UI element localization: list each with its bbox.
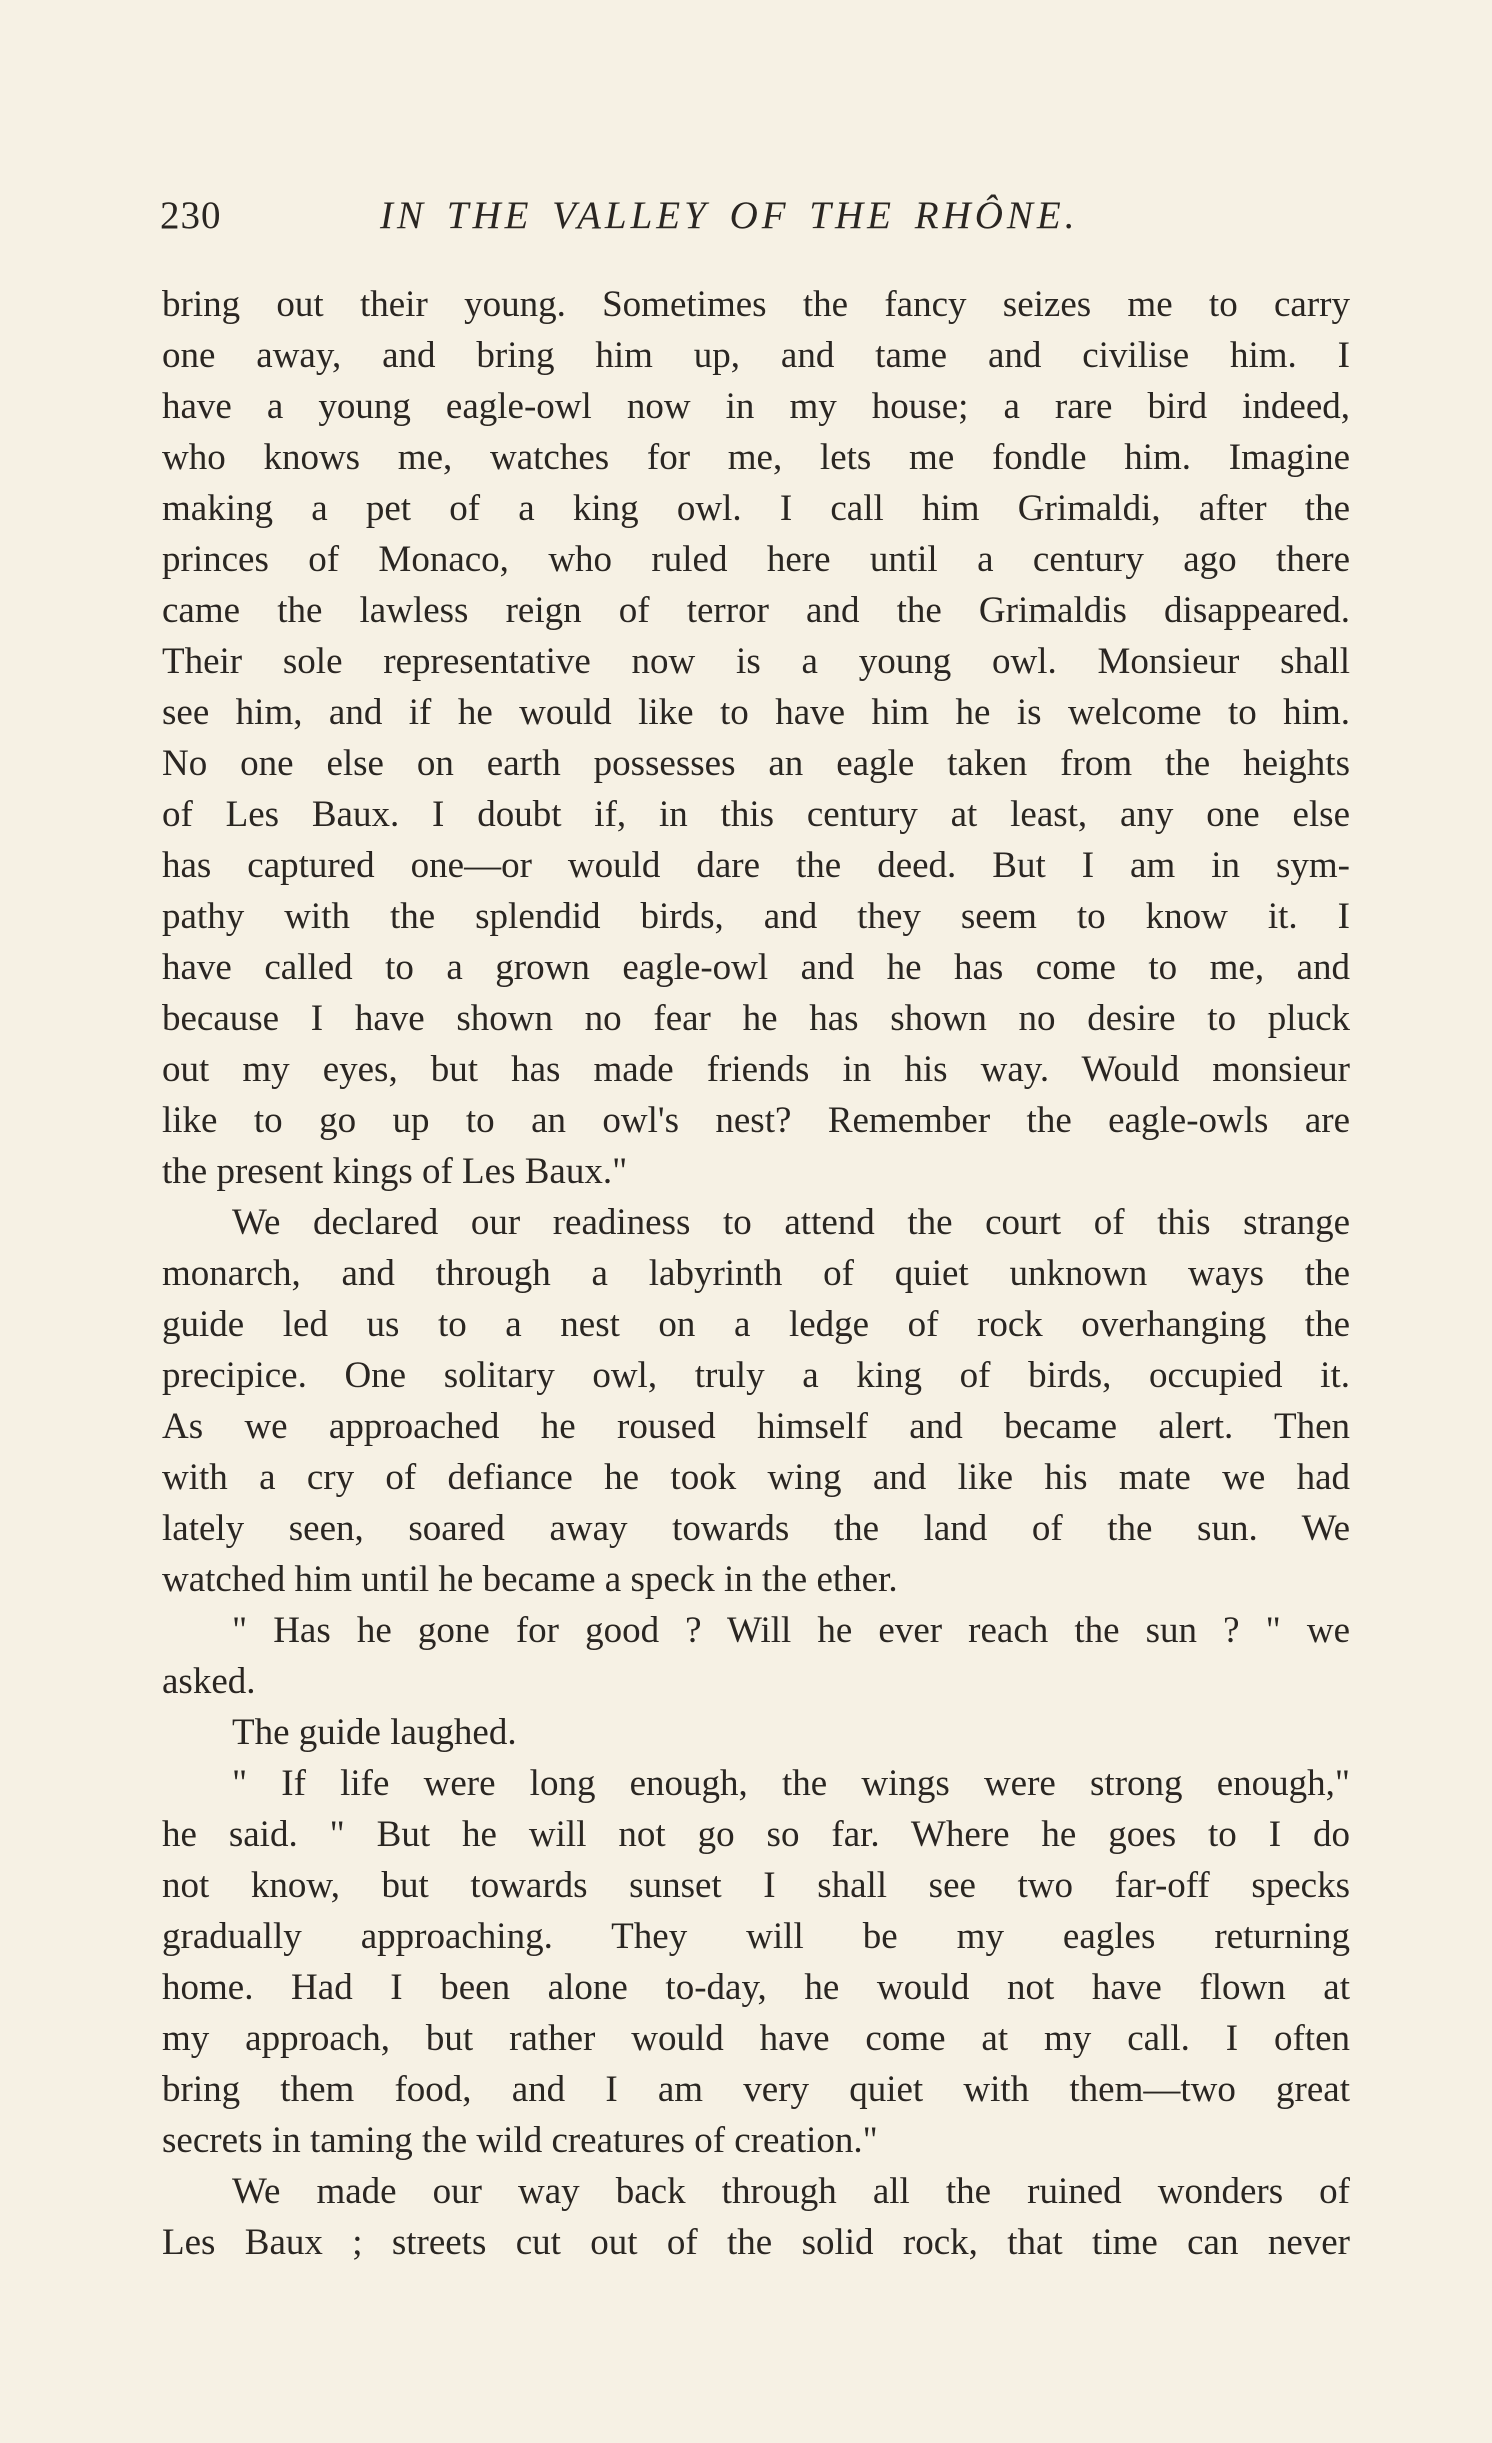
text-line: has captured one—or would dare the deed. But I am in sym- [162, 845, 1350, 886]
text-line: not know, but towards sunset I shall see two far-off specks [162, 1865, 1350, 1906]
text-line: lately seen, soared away towards the land of the sun. We [162, 1508, 1350, 1549]
text-line: secrets in taming the wild creatures of creation." [162, 2120, 878, 2161]
text-line: bring out their young. Sometimes the fancy seizes me to carry [162, 284, 1350, 325]
text-line: who knows me, watches for me, lets me fondle him. Imagine [162, 437, 1350, 478]
text-line: bring them food, and I am very quiet with them—two great [162, 2069, 1350, 2110]
text-line: No one else on earth possesses an eagle taken from the heights [162, 743, 1350, 784]
running-head [160, 186, 1350, 246]
text-line: like to go up to an owl's nest? Remember the eagle-owls are [162, 1100, 1350, 1141]
running-title: IN THE VALLEY OF THE RHÔNE. [380, 194, 1079, 237]
text-line: came the lawless reign of terror and the Grimaldis disappeared. [162, 590, 1350, 631]
text-line: have a young eagle-owl now in my house; a rare bird indeed, [162, 386, 1350, 427]
text-line: Their sole representative now is a young owl. Monsieur shall [162, 641, 1350, 682]
text-line: see him, and if he would like to have him he is welcome to him. [162, 692, 1350, 733]
text-line: of Les Baux. I doubt if, in this century at least, any one else [162, 794, 1350, 835]
text-line: watched him until he became a speck in the ether. [162, 1559, 898, 1600]
text-line: gradually approaching. They will be my eagles returning [162, 1916, 1350, 1957]
page-number: 230 [160, 194, 222, 237]
text-line: The guide laughed. [232, 1712, 517, 1753]
text-line: he said. " But he will not go so far. Where he goes to I do [162, 1814, 1350, 1855]
body-text [162, 279, 1350, 2268]
text-line: the present kings of Les Baux." [162, 1151, 628, 1192]
text-line: have called to a grown eagle-owl and he has come to me, and [162, 947, 1350, 988]
text-line: monarch, and through a labyrinth of quiet unknown ways the [162, 1253, 1350, 1294]
text-line: princes of Monaco, who ruled here until a century ago there [162, 539, 1350, 580]
text-line: precipice. One solitary owl, truly a king of birds, occupied it. [162, 1355, 1350, 1396]
text-line: my approach, but rather would have come at my call. I often [162, 2018, 1350, 2059]
text-line: asked. [162, 1661, 256, 1702]
text-line: one away, and bring him up, and tame and civilise him. I [162, 335, 1350, 376]
text-line: " If life were long enough, the wings were strong enough," [232, 1763, 1350, 1804]
text-line: pathy with the splendid birds, and they seem to know it. I [162, 896, 1350, 937]
text-line: out my eyes, but has made friends in his way. Would monsieur [162, 1049, 1350, 1090]
text-line: making a pet of a king owl. I call him Grimaldi, after the [162, 488, 1350, 529]
text-line: home. Had I been alone to-day, he would not have flown at [162, 1967, 1350, 2008]
text-line: As we approached he roused himself and became alert. Then [162, 1406, 1350, 1447]
text-line: Les Baux ; streets cut out of the solid rock, that time can never [162, 2222, 1350, 2263]
text-line: guide led us to a nest on a ledge of rock overhanging the [162, 1304, 1350, 1345]
text-line: because I have shown no fear he has shown no desire to pluck [162, 998, 1350, 1039]
text-line: We declared our readiness to attend the court of this strange [232, 1202, 1350, 1243]
text-line: " Has he gone for good ? Will he ever reach the sun ? " we [232, 1610, 1350, 1651]
text-line: We made our way back through all the ruined wonders of [232, 2171, 1350, 2212]
text-line: with a cry of defiance he took wing and like his mate we had [162, 1457, 1350, 1498]
